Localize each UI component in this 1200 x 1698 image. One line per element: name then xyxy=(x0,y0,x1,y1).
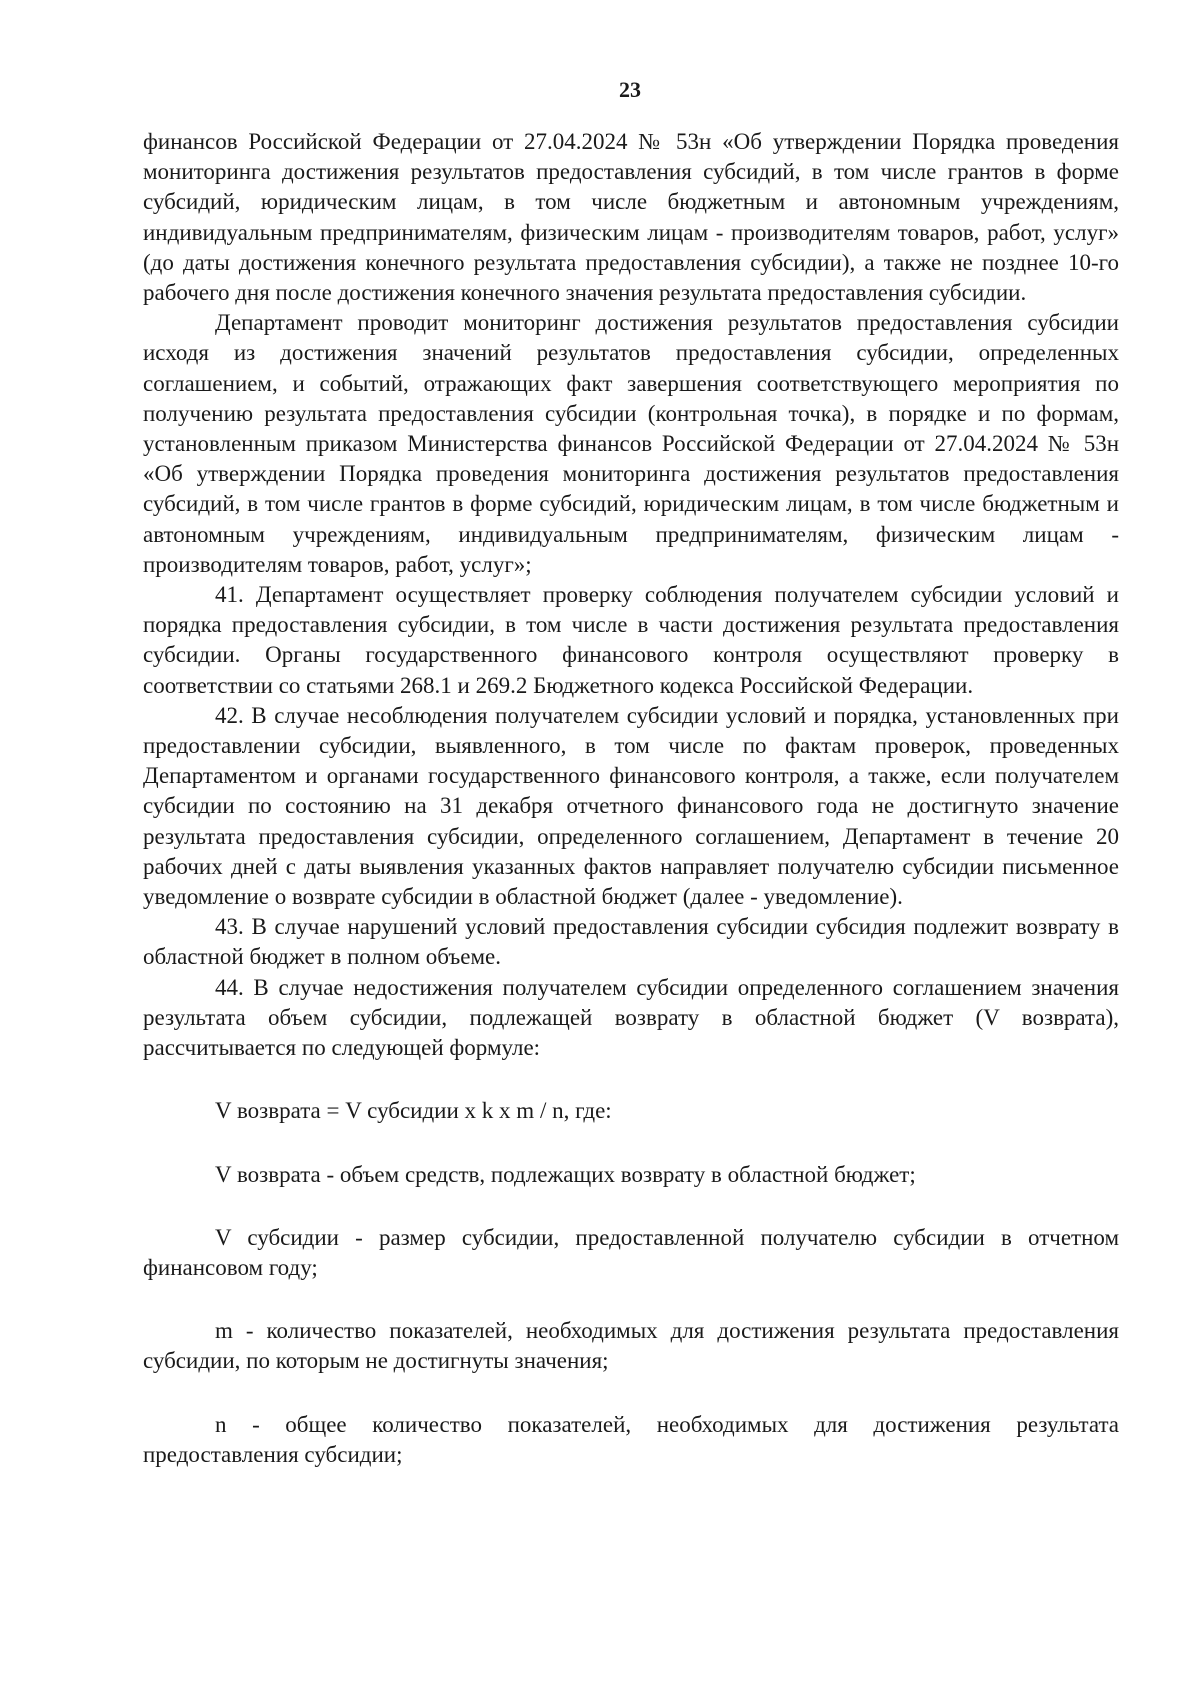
paragraph-43: 43. В случае нарушений условий предоставления субсидии субсидия подлежит возврату в областной бюджет в полном объеме. xyxy=(143,914,1119,970)
document-body xyxy=(143,127,1119,1470)
paragraph-44: 44. В случае недостижения получателем субсидии определенного соглашением значения результата объем субсидии, подлежащей возврату в областной бюджет (V возврата), рассчитывается по следующей формуле: xyxy=(143,974,1119,1061)
page-number: 23 xyxy=(619,77,641,102)
definition-v-return: V возврата - объем средств, подлежащих возврату в областной бюджет; xyxy=(215,1161,916,1187)
paragraph-monitoring: Департамент проводит мониторинг достижения результатов предоставления субсидии исходя из достижения значений результатов предоставления субсидии, определенных соглашением, и событий, отражающих факт завершения соответствующего мероприятия по получению результата предоставления субсидии (контрольная точка), в порядке и по формам, установленным приказом Министерства финансов Российской Федерации от 27.04.2024 № 53н «Об утверждении Порядка проведения мониторинга достижения результатов предоставления субсидий, в том числе грантов в форме субсидий, юридическим лицам, в том числе бюджетным и автономным учреждениям, индивидуальным предпринимателям, физическим лицам - производителям товаров, работ, услуг»; xyxy=(143,310,1119,577)
formula: V возврата = V субсидии x k x m / n, где: xyxy=(215,1098,612,1124)
paragraph-42: 42. В случае несоблюдения получателем субсидии условий и порядка, установленных при предоставлении субсидии, выявленного, в том числе по фактам проверок, проведенных Департаментом и органами государственного финансового контроля, а также, если получателем субсидии по состоянию на 31 декабря отчетного финансового года не достигнуто значение результата предоставления субсидии, определенного соглашением, Департамент в течение 20 рабочих дней с даты выявления указанных фактов направляет получателю субсидии письменное уведомление о возврате субсидии в областной бюджет (далее - уведомление). xyxy=(143,702,1119,910)
paragraph-continuation: финансов Российской Федерации от 27.04.2024 № 53н «Об утверждении Порядка проведения мониторинга достижения результатов предоставления субсидий, в том числе грантов в форме субсидий, юридическим лицам, в том числе бюджетным и автономным учреждениям, индивидуальным предпринимателям, физическим лицам - производителям товаров, работ, услуг» (до даты достижения конечного результата предоставления субсидии), а также не позднее 10-го рабочего дня после достижения конечного значения результата предоставления субсидии. xyxy=(143,129,1119,306)
paragraph-41: 41. Департамент осуществляет проверку соблюдения получателем субсидии условий и порядка предоставления субсидии, в том числе в части достижения результата предоставления субсидии. Органы государственного финансового контроля осуществляют проверку в соответствии со статьями 268.1 и 269.2 Бюджетного кодекса Российской Федерации. xyxy=(143,582,1119,698)
definition-v-subsidy: V субсидии - размер субсидии, предоставленной получателю субсидии в отчетном финансовом году; xyxy=(143,1224,1119,1280)
definition-m: m - количество показателей, необходимых для достижения результата предоставления субсидии, по которым не достигнуты значения; xyxy=(143,1318,1119,1374)
definition-n: n - общее количество показателей, необходимых для достижения результата предоставления субсидии; xyxy=(143,1411,1119,1467)
